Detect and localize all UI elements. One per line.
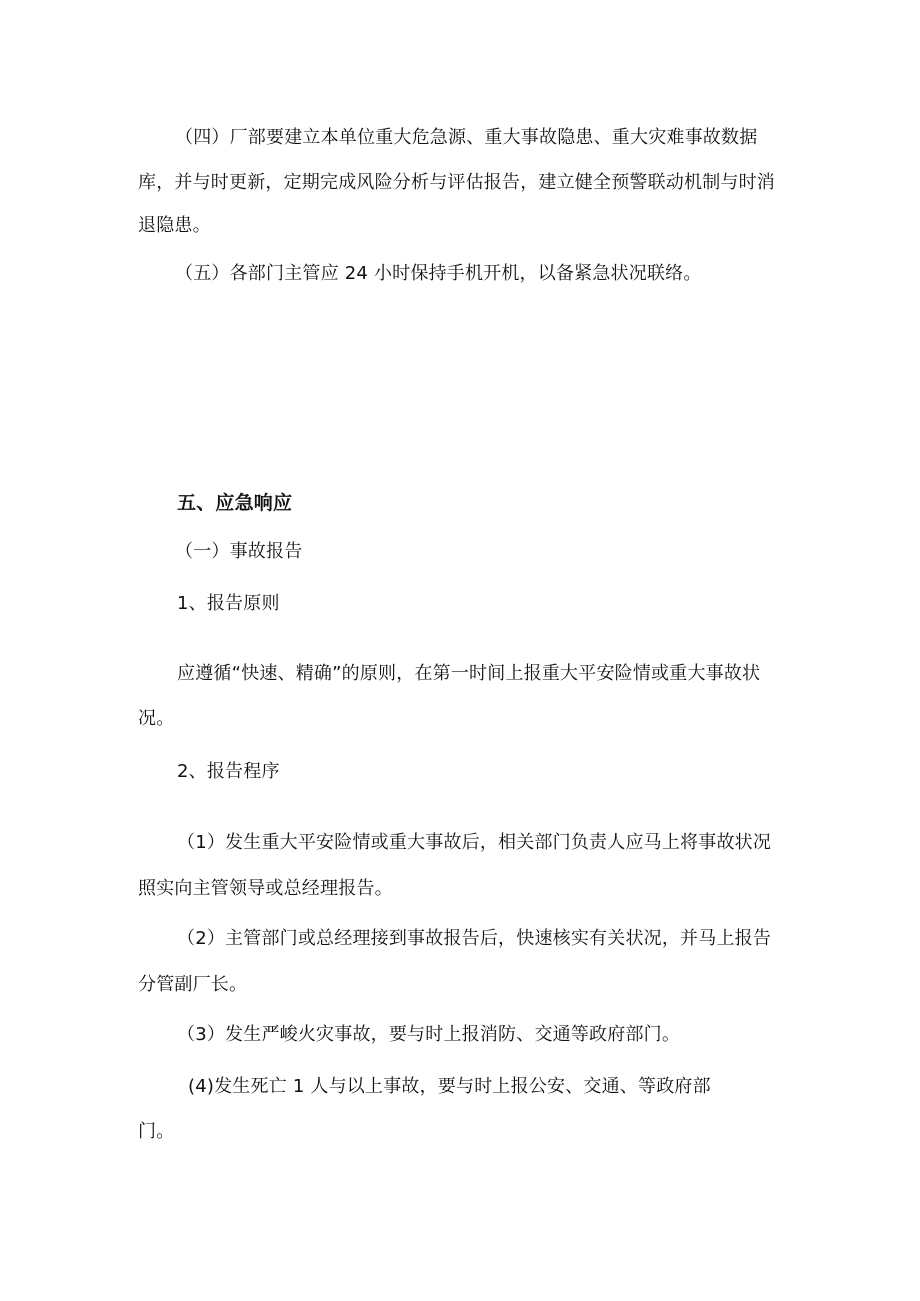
- step-2-line-1: （2）主管部门或总经理接到事故报告后，快速核实有关状况，并马上报告: [177, 928, 772, 949]
- subsection-title: （一）事故报告: [175, 541, 303, 562]
- step-4-line-1: (4)发生死亡 1 人与以上事故，要与时上报公安、交通、等政府部: [188, 1076, 711, 1097]
- item-2-title: 2、报告程序: [177, 761, 280, 782]
- step-1-line-2: 照实向主管领导或总经理报告。: [138, 878, 393, 899]
- step-4-line-2: 门。: [138, 1121, 175, 1142]
- step-1-line-1: （1）发生重大平安险情或重大事故后，相关部门负责人应马上将事故状况: [177, 832, 772, 853]
- section-title: 五、应急响应: [177, 492, 293, 514]
- step-3: （3）发生严峻火灾事故，要与时上报消防、交通等政府部门。: [177, 1024, 681, 1045]
- para-4-line-2: 库，并与时更新，定期完成风险分析与评估报告，建立健全预警联动机制与时消: [138, 172, 775, 193]
- para-5: （五）各部门主管应 24 小时保持手机开机，以备紧急状况联络。: [175, 263, 702, 284]
- principle-line-2: 况。: [138, 708, 175, 729]
- step-2-line-2: 分管副厂长。: [138, 974, 248, 995]
- para-4-line-1: （四）厂部要建立本单位重大危急源、重大事故隐患、重大灾难事故数据: [175, 127, 758, 148]
- para-4-line-3: 退隐患。: [138, 215, 211, 236]
- principle-line-1: 应遵循“快速、精确”的原则，在第一时间上报重大平安险情或重大事故状: [177, 663, 761, 684]
- item-1-title: 1、报告原则: [177, 593, 280, 614]
